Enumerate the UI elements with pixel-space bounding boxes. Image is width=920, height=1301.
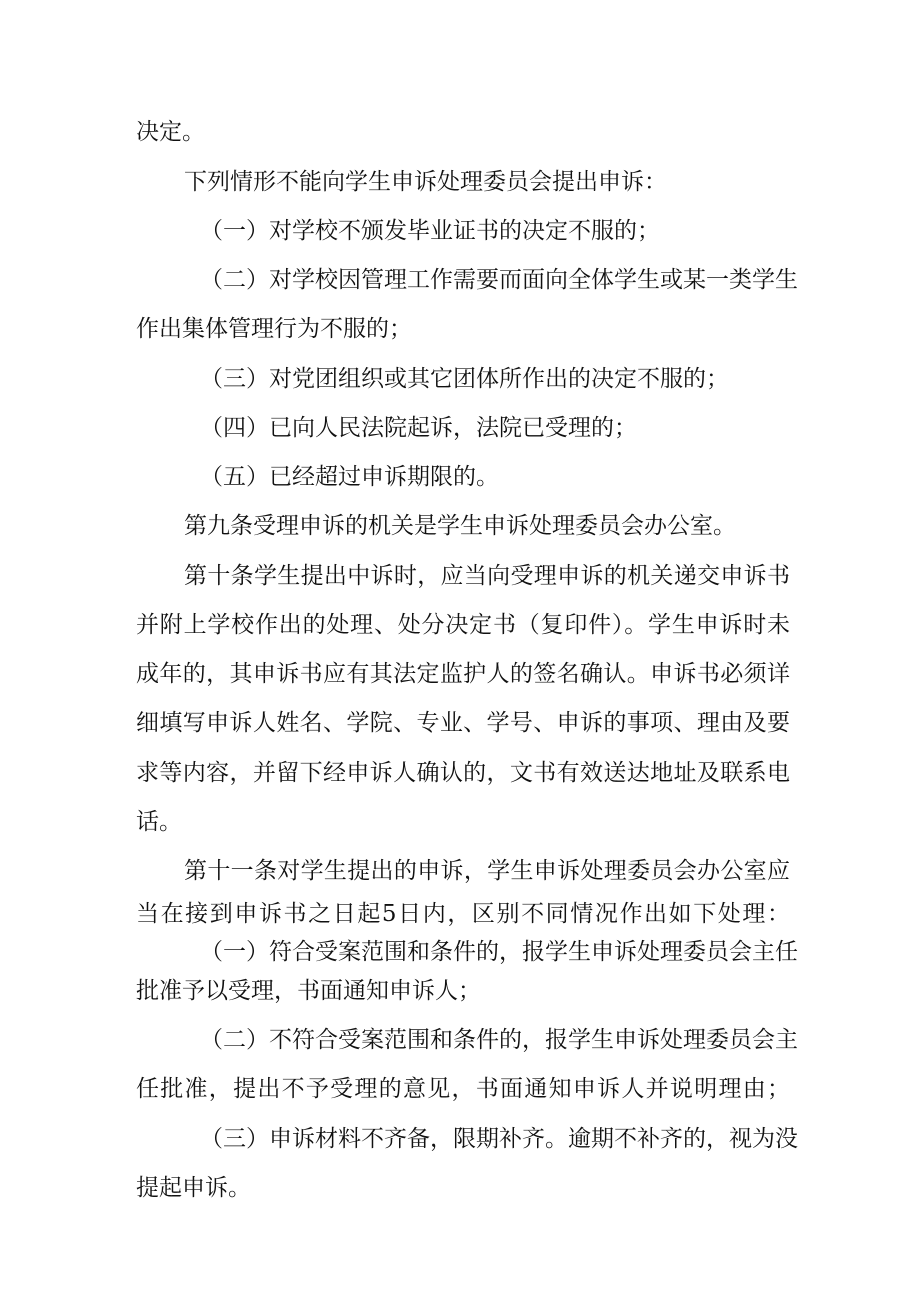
text-line: （一）对学校不颁发毕业证书的决定不服的； bbox=[200, 218, 660, 244]
text-line: 提起申诉。 bbox=[136, 1175, 251, 1201]
text-line: 下列情形不能向学生申诉处理委员会提出申诉： bbox=[184, 169, 667, 195]
text-line: （三）对党团组织或其它团体所作出的决定不服的； bbox=[200, 366, 729, 392]
text-line: 批准予以受理，书面通知申诉人； bbox=[136, 978, 481, 1004]
text-line: 并附上学校作出的处理、处分决定书（复印件）。学生申诉时未 bbox=[136, 612, 790, 638]
text-line: 第九条受理申诉的机关是学生申诉处理委员会办公室。 bbox=[184, 513, 736, 539]
text-line: 求等内容，并留下经申诉人确认的，文书有效送达地址及联系电 bbox=[136, 760, 790, 786]
text-line: 第十一条对学生提出的申诉，学生申诉处理委员会办公室应 bbox=[184, 858, 790, 884]
text-line: （二）不符合受案范围和条件的，报学生申诉处理委员会主 bbox=[200, 1027, 798, 1053]
text-line: 决定。 bbox=[136, 119, 205, 145]
text-line: 第十条学生提出中诉时，应当向受理申诉的机关递交申诉书 bbox=[184, 563, 790, 589]
text-line: （四）已向人民法院起诉，法院已受理的； bbox=[200, 415, 637, 441]
text-line: （五）已经超过申诉期限的。 bbox=[200, 464, 499, 490]
text-line: 作出集体管理行为不服的； bbox=[136, 316, 412, 342]
text-line: 话。 bbox=[136, 809, 182, 835]
text-line: （二）对学校因管理工作需要而面向全体学生或某一类学生 bbox=[200, 267, 798, 293]
text-line: 任批准，提出不予受理的意见，书面通知申诉人并说明理由； bbox=[136, 1076, 790, 1102]
text-line: （三）申诉材料不齐备，限期补齐。逾期不补齐的，视为没 bbox=[200, 1126, 798, 1152]
text-line: 当在接到申诉书之日起5日内，区别不同情况作出如下处理： bbox=[136, 901, 790, 927]
text-line: （一）符合受案范围和条件的，报学生申诉处理委员会主任 bbox=[200, 939, 798, 965]
text-line: 成年的，其申诉书应有其法定监护人的签名确认。申诉书必须详 bbox=[136, 661, 790, 687]
text-line: 细填写申诉人姓名、学院、专业、学号、申诉的事项、理由及要 bbox=[136, 710, 790, 736]
